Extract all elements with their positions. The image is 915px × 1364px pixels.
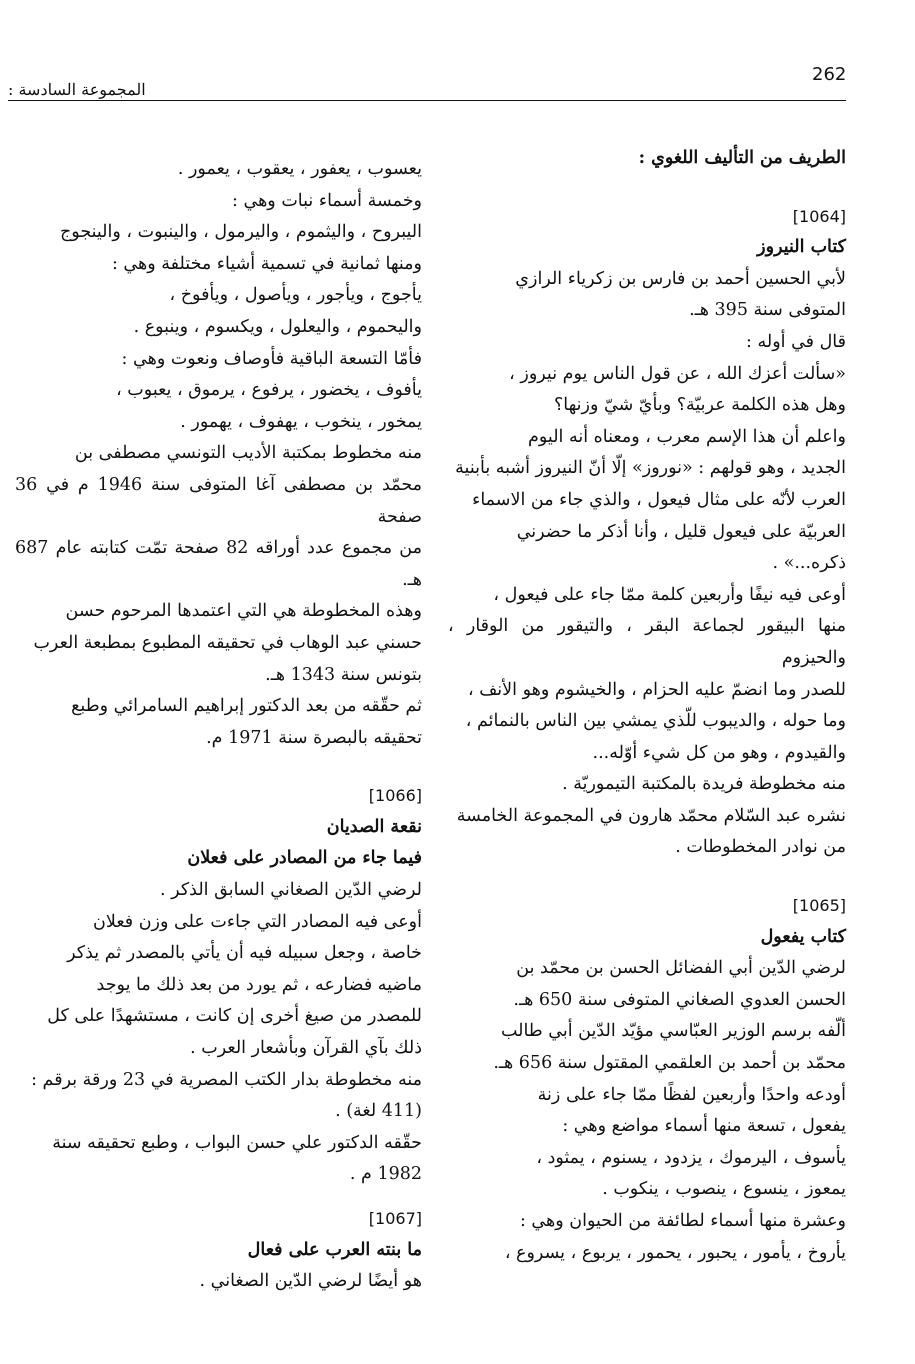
entry-number: [1067]: [368, 1209, 422, 1228]
text-line: واليحموم ، واليعلول ، ويكسوم ، وينبوع .: [133, 316, 422, 337]
left-column: [15, 154, 422, 1298]
text-line: من نوادر المخطوطات .: [675, 837, 846, 858]
text-line: أوعى فيه المصادر التي جاءت على وزن فعلان: [93, 911, 422, 932]
text-line: «سألت أعزك الله ، عن قول الناس يوم نيروز ،: [509, 363, 846, 384]
text-line: منه مخطوطة بدار الكتب المصرية في 23 ورقة برقم :: [31, 1069, 422, 1090]
text-line: محمّد بن أحمد بن العلقمي المقتول سنة 656 هـ.: [493, 1053, 846, 1074]
header-divider: [8, 100, 846, 101]
entry-number: [1065]: [792, 896, 846, 916]
text-line: لرضي الدّين الصغاني السابق الذكر .: [160, 880, 422, 901]
entry-title: كتاب يفعول: [760, 926, 846, 947]
text-line: يعسوب ، يعفور ، يعقوب ، يعمور .: [177, 159, 422, 179]
text-line: لأبي الحسين أحمد بن فارس بن زكرياء الرازي: [515, 268, 846, 289]
text-line: يأسوف ، اليرموك ، يزدود ، يسنوم ، يمثود ،: [536, 1147, 846, 1168]
text-line: الجديد ، وهو قولهم : «نوروز» إلّا أنّ النيروز أشبه بأبنية: [455, 458, 846, 479]
text-line: منها البيقور لجماعة البقر ، والتيقور من الوقار ، والحيزوم: [448, 616, 846, 668]
text-line: وخمسة أسماء نبات وهي :: [232, 190, 422, 211]
text-line: الحسن العدوي الصغاني المتوفى سنة 650 هـ.: [513, 989, 846, 1010]
text-line: يمعوز ، ينسوع ، ينصوب ، ينكوب .: [602, 1179, 846, 1200]
text-line: هو أيضًا لرضي الدّين الصغاني .: [199, 1271, 422, 1292]
text-line: حقّقه الدكتور علي حسن البواب ، وطبع تحقيقه سنة: [52, 1132, 422, 1153]
text-line: منه مخطوطة فريدة بالمكتبة التيموريّة .: [562, 774, 846, 795]
entry-title: كتاب النيروز: [757, 237, 846, 258]
section-title: الطريف من التأليف اللغوي :: [638, 148, 846, 168]
text-line: من مجموع عدد أوراقه 82 صفحة تمّت كتابته عام 687 هـ.: [15, 538, 422, 590]
text-line: للمصدر من صيغ أخرى إن كانت ، مستشهدًا على كل: [47, 1006, 422, 1027]
text-line: العربيّة على فيعول قليل ، وأنا أذكر ما حضرني: [516, 521, 846, 542]
text-line: قال في أوله :: [746, 331, 846, 352]
text-line: لرضي الدّين أبي الفضائل الحسن بن محمّد بن: [516, 958, 846, 979]
text-line: وما حوله ، والديبوب للّذي يمشي بين الناس بالنمائم ،: [465, 711, 846, 732]
text-line: نشره عبد السّلام محمّد هارون في المجموعة الخامسة: [456, 805, 846, 826]
text-line: واعلم أن هذا الإسم معرب ، ومعناه أنه اليوم: [528, 426, 846, 447]
text-line: يأجوج ، ويأجور ، ويأصول ، ويأفوخ ،: [169, 285, 422, 306]
right-column: [448, 143, 846, 1269]
entry-subtitle: فيما جاء من المصادر على فعلان: [187, 848, 422, 869]
text-line: وهل هذه الكلمة عربيّة؟ وبأيّ شيّ وزنها؟: [553, 395, 846, 416]
text-line: ماضيه فضارعه ، ثم يورد من بعد ذلك ما يوجد: [96, 974, 422, 995]
text-line: أودعه واحدًا وأربعين لفظًا ممّا جاء على زنة: [537, 1084, 846, 1105]
entry-number: [1066]: [368, 786, 422, 806]
text-line: وهذه المخطوطة هي التي اعتمدها المرحوم حسن: [65, 601, 422, 622]
entry-title: نقعة الصديان: [326, 816, 422, 837]
text-line: 1982 م .: [349, 1164, 422, 1185]
text-line: والقيدوم ، وهو من كل شيء أوّله...: [592, 742, 846, 763]
text-line: اليبروح ، واليثموم ، واليرمول ، والينبوت ، والينجوج: [59, 222, 422, 243]
page-number: 262: [812, 64, 847, 85]
text-line: المتوفى سنة 395 هـ.: [689, 300, 846, 321]
entry-number: [1064]: [792, 206, 846, 226]
text-line: ثم حقّقه من بعد الدكتور إبراهيم السامرائي وطبع: [71, 696, 422, 717]
text-line: ومنها ثمانية في تسمية أشياء مختلفة وهي :: [111, 253, 422, 274]
text-line: يأروخ ، يأمور ، يحبور ، يحمور ، يربوع ، يسروع ،: [504, 1242, 846, 1263]
text-line: أوعى فيه نيفًا وأربعين كلمة ممّا جاء على فيعول ،: [493, 584, 846, 605]
text-line: منه مخطوط بمكتبة الأديب التونسي مصطفى بن: [74, 443, 422, 464]
running-title: المجموعة السادسة :: [8, 80, 146, 99]
text-line: للصدر وما انضمّ عليه الحزام ، والخيشوم وهو الأنف ،: [467, 679, 846, 700]
text-line: فأمّا التسعة الباقية فأوصاف ونعوت وهي :: [121, 348, 422, 369]
text-line: يأفوف ، يخضور ، يرفوع ، يرموق ، يعبوب ،: [116, 380, 422, 401]
text-line: ألّفه برسم الوزير العبّاسي مؤيّد الدّين أبي طالب: [500, 1021, 846, 1042]
text-line: خاصة ، وجعل سبيله فيه أن يأتي بالمصدر ثم يذكر: [67, 943, 422, 964]
text-line: ذلك بآي القرآن وبأشعار العرب .: [190, 1038, 422, 1059]
text-line: يمخور ، ينخوب ، يهفوف ، يهمور .: [180, 411, 422, 432]
text-line: حسني عبد الوهاب في تحقيقه المطبوع بمطبعة العرب: [33, 632, 422, 653]
text-line: وعشرة منها أسماء لطائفة من الحيوان وهي :: [519, 1211, 846, 1231]
text-line: تحقيقه بالبصرة سنة 1971 م.: [206, 727, 422, 748]
text-line: ذكره...» .: [772, 553, 846, 574]
text-line: محمّد بن مصطفى آغا المتوفى سنة 1946 م في 36 صفحة: [15, 474, 422, 527]
text-line: العرب لأنّه على مثال فيعول ، والذي جاء من الاسماء: [472, 489, 846, 510]
text-line: (411 لغة) .: [335, 1101, 422, 1122]
text-line: بتونس سنة 1343 هـ.: [265, 664, 422, 685]
page-header: [0, 58, 915, 103]
text-line: يفعول ، تسعة منها أسماء مواضع وهي :: [562, 1116, 846, 1137]
entry-title: ما بنته العرب على فعال: [247, 1239, 422, 1260]
